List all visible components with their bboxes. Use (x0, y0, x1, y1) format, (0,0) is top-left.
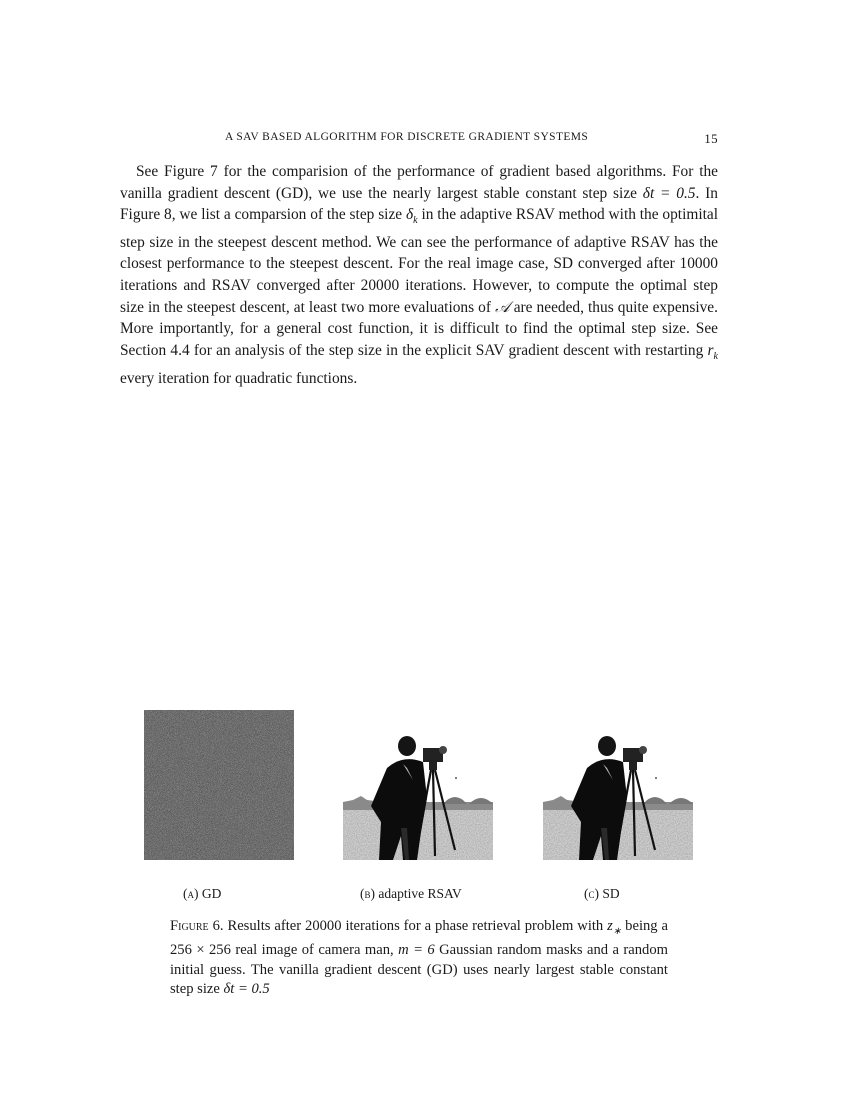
subcaption-a: (a) GD (183, 886, 222, 901)
math-m: m = 6 (398, 942, 435, 959)
running-head (120, 131, 718, 145)
figure-caption: Figure 6. Results after 20000 iterations for a phase retrieval problem with $z_∗$ being a 256 × 256 real image of camera man, m = 6 Gaussian random masks and a random initial guess. The vanilla gradient descent (GD) uses nearly largest stable constant step size δt = 0.5 (170, 918, 669, 998)
cameraman-image (543, 710, 693, 860)
noise-image (144, 710, 294, 860)
math-delta-k: $\delta_k$ (405, 206, 418, 227)
paragraph-text: . In Figure 8, we list a comparsion of the step size (120, 184, 718, 224)
math-r-k: $r_k$ (707, 341, 718, 362)
paragraph-text: are needed, thus quite expensive. More importantly, for a general cost function, it is difficult to find the optimal step size. See Section 4.4 for an analysis of the step size in the explicit SAV gradient descent with restarting (120, 298, 718, 359)
figure-panel-gd (144, 710, 294, 860)
cameraman-image (343, 710, 493, 860)
math-step-size: δt = 0.5 (642, 184, 696, 202)
running-title: A SAV BASED ALGORITHM FOR DISCRETE GRADIENT SYSTEMS (225, 131, 589, 143)
subcaption-b: (b) adaptive RSAV (360, 886, 462, 901)
math-operator-a: 𝒜 (495, 297, 510, 316)
caption-label: Figure 6. (170, 918, 224, 934)
subcaption-c: (c) SD (584, 886, 620, 901)
body-text (120, 161, 718, 389)
paragraph-text: in the adaptive RSAV method with the optimital step size in the steepest descent method. We can see the performance of adaptive RSAV has the closest performance to the steepest descent. For the real image case, SD converged after 10000 iterations and RSAV converged after 20000 iterations. However, to compute the optimal step size in the steepest descent, at least two more evaluations of (120, 206, 718, 316)
figure-panel-adaptive-rsav (343, 710, 493, 860)
paragraph-text: every iteration for quadratic functions. (120, 369, 358, 387)
paragraph (120, 161, 718, 389)
math-step-size: δt = 0.5 (223, 981, 270, 998)
math-dimension: 256 × 256 (170, 942, 231, 959)
math-z-star: $z_∗$ (607, 918, 622, 937)
figure-panel-sd (543, 710, 693, 860)
page-number: 15 (704, 131, 718, 146)
paragraph-text: See Figure 7 for the comparision of the performance of gradient based algorithms. For the vanilla gradient descent (GD), we use the nearly largest stable constant step size (120, 163, 718, 202)
